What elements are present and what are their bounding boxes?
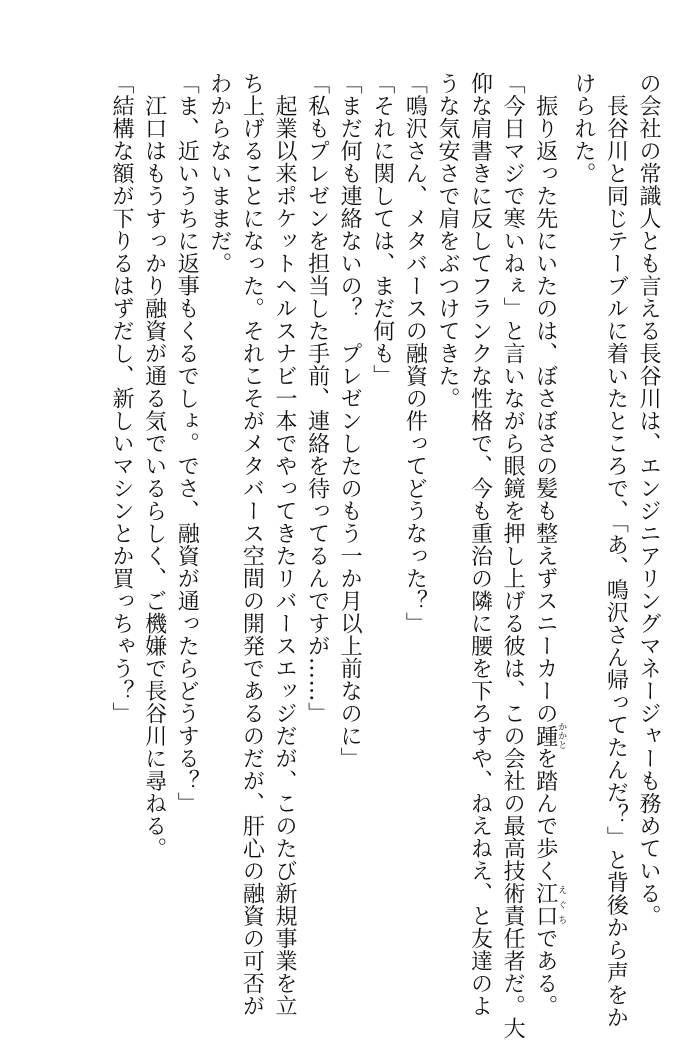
text-line-13: ち上げることになった。それこそがメタバース空間の開発であるのだが、肝心の融資の可否が [239,72,265,1017]
text-line-6: 仰な肩書きに反してフランクな性格で、今も重治の隣に腰を下ろすや、ねえねえ、と友達のよ [467,72,493,1017]
text-line-11: 「私もプレゼンを担当した手前、連絡を待ってるんですが……」 [304,72,330,725]
ruby-eguchi-base: 江口 [532,882,558,927]
text-line-10: 「まだ何も連絡ないの？ プレゼンしたのもう一か月以上前なのに」 [337,72,363,770]
text-line-3: けられた。 [570,72,596,185]
text-line-1: の会社の常識人とも言える長谷川は、エンジニアリングマネージャーも務めている。 [636,72,661,927]
text-line-4-mid: を踏んで歩く [532,747,558,882]
text-line-9: 「それに関しては、まだ何も」 [369,72,395,387]
text-line-4 [528,72,567,1017]
ruby-kakato-reading: かかと [556,722,567,750]
vertical-text-body [104,72,664,1040]
text-line-5: 「今日マジで寒いねぇ」と言いながら眼鏡を押し上げる彼は、この会社の最高技術責任者だ。大 [500,72,526,1040]
text-line-14: わからないままだ。 [206,72,232,275]
text-line-17: 「結構な額が下りるはずだし、新しいマシンとか買っちゃう？」 [109,72,134,725]
text-line-4-start: 振り返った先にいたのは、ぼさぼさの髪も整えずスニーカーの [532,72,558,725]
ruby-eguchi [532,882,567,927]
text-line-12: 起業以来ポケットヘルスナビ一本でやってきたリバースエッジだが、このたび新規事業を立 [271,72,297,1017]
text-line-7: うな気安さで肩をぶつけてきた。 [434,72,460,410]
text-line-2: 長谷川と同じテーブルに着いたところで、「あ、鳴沢さん帰ってたんだ？」と背後から声をか [603,72,629,1029]
ruby-kakato-base: 踵 [532,722,558,750]
ruby-kakato [532,722,567,750]
ruby-eguchi-reading: えぐち [556,882,567,927]
text-line-8: 「鳴沢さん、メタバースの融資の件ってどうなった？」 [402,72,428,635]
text-line-4-end: である。 [532,927,558,1017]
text-line-16: 江口はもうすっかり融資が通る気でいるらしく、ご機嫌で長谷川に尋ねる。 [141,72,167,860]
text-line-15: 「ま、近いうちに返事もくるでしょ。でさ、融資が通ったらどうする？」 [174,72,200,815]
